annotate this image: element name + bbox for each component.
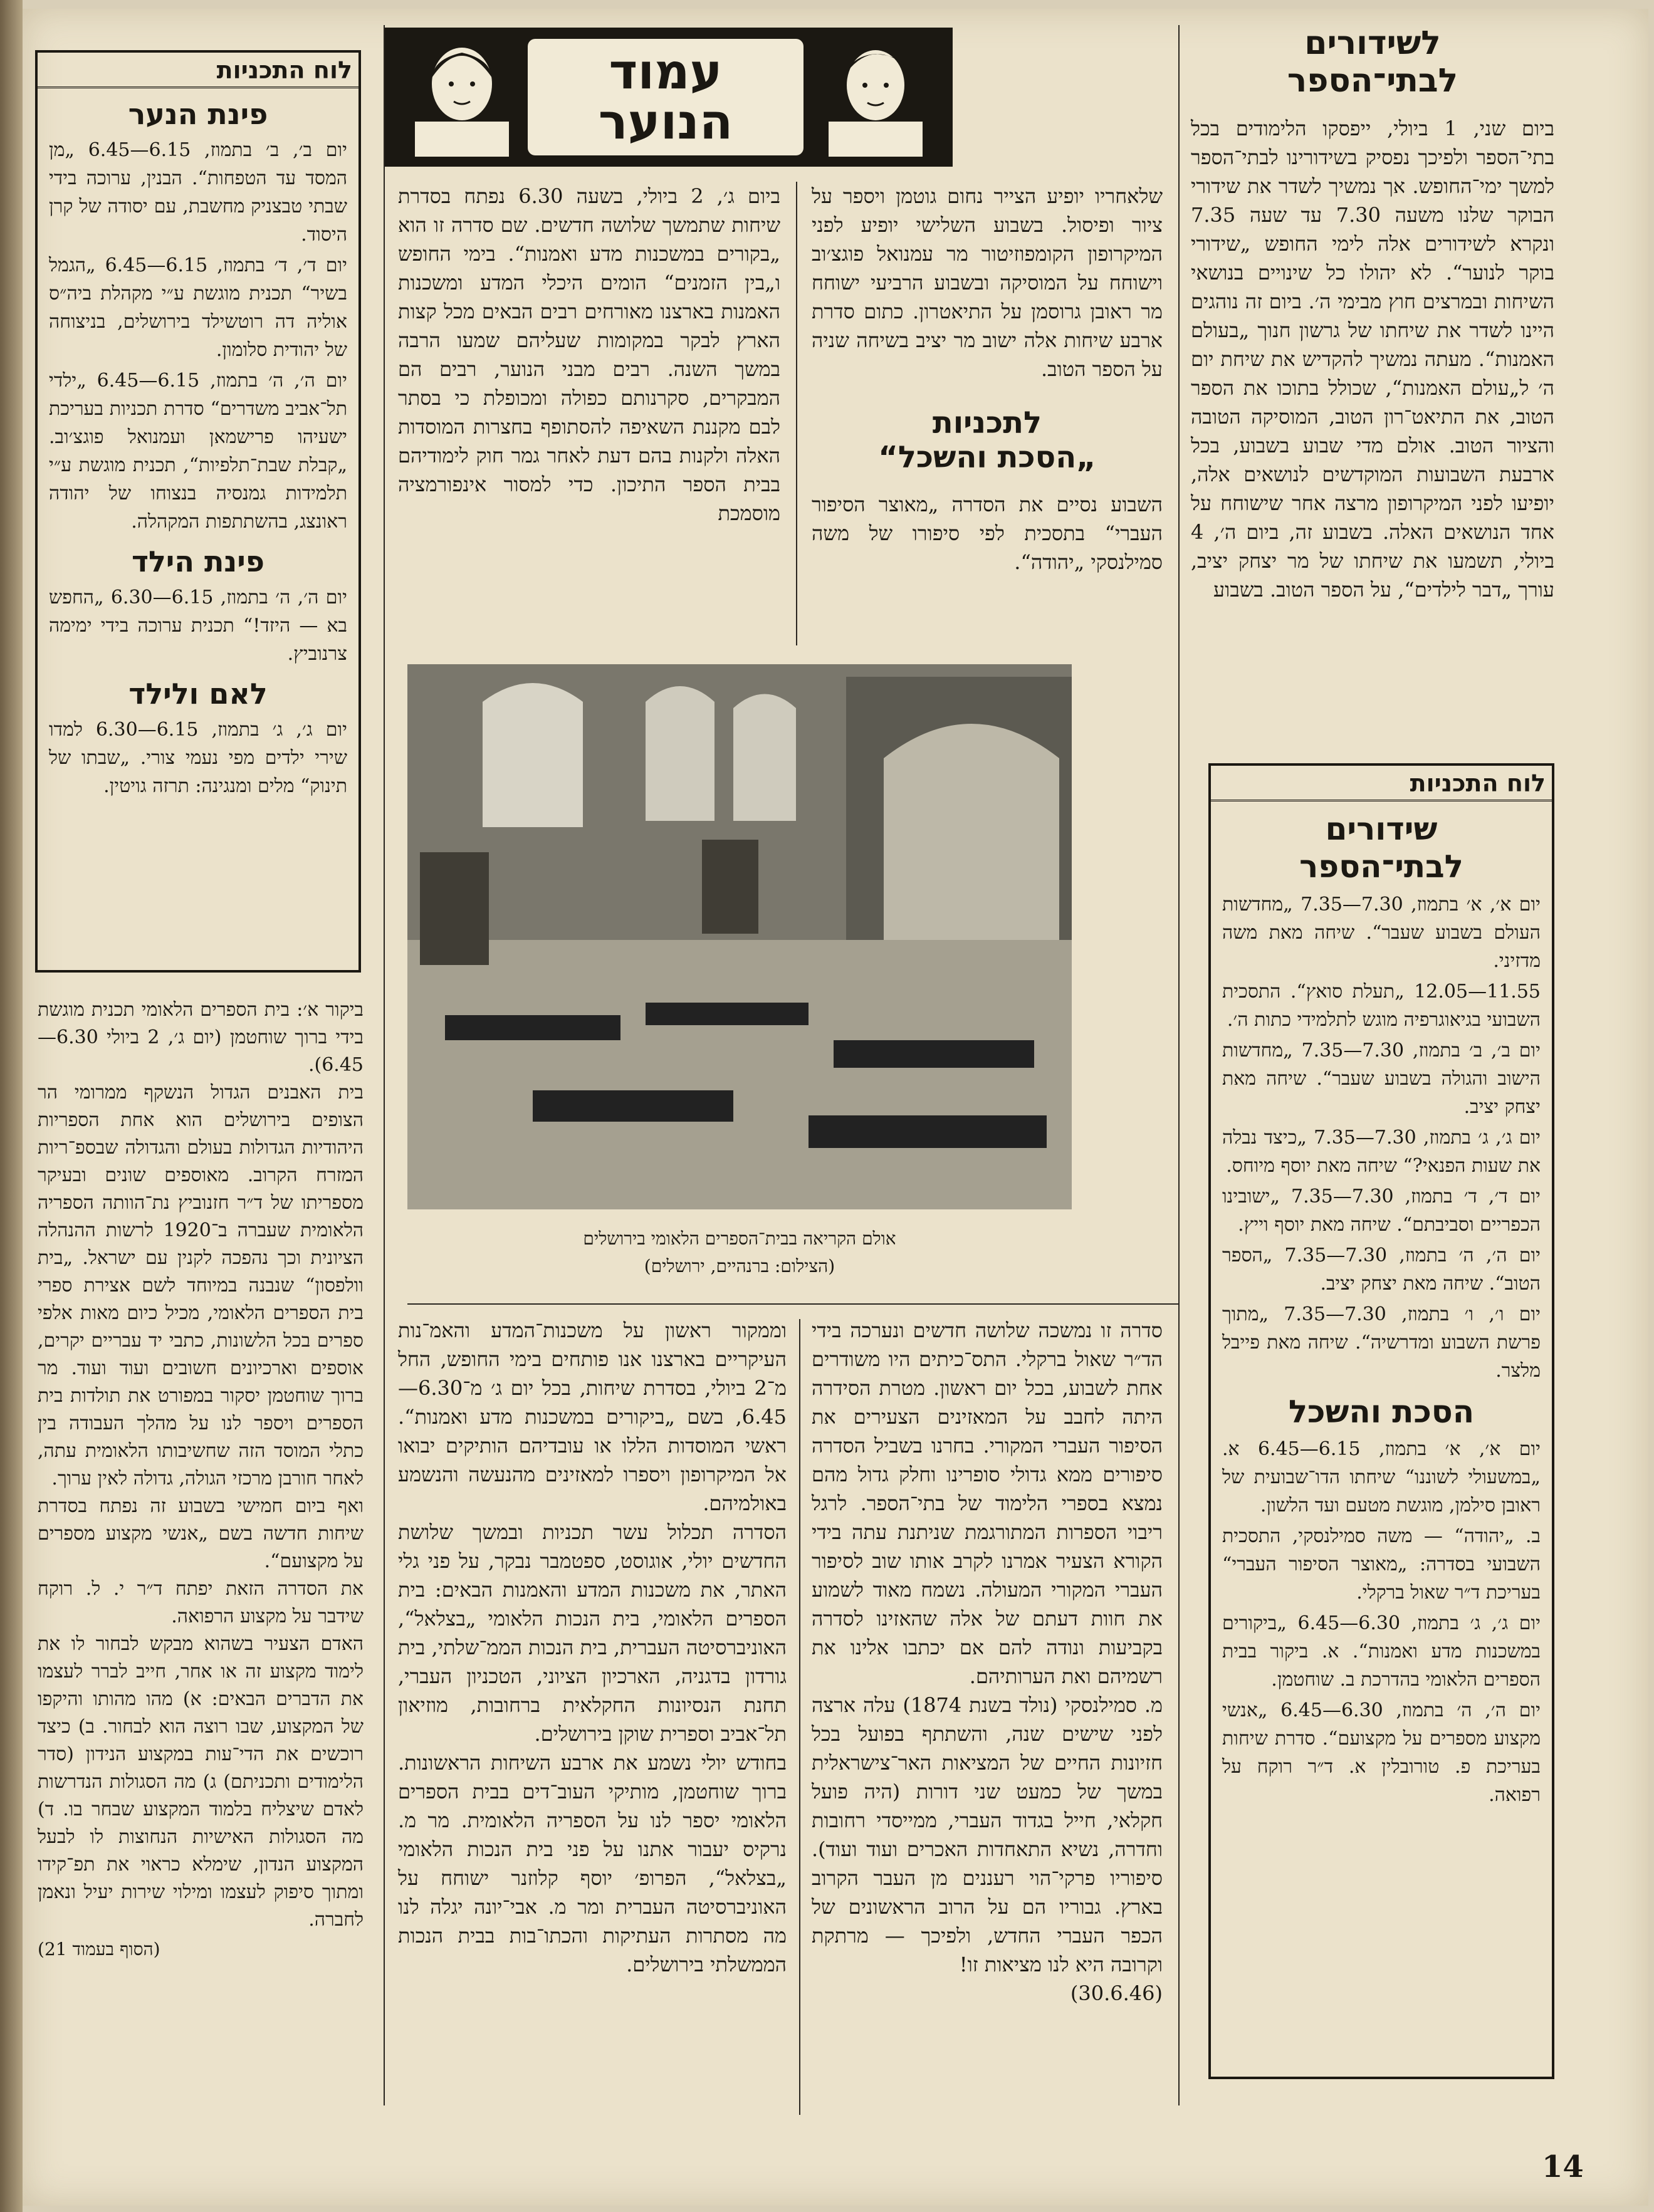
schedule-item: יום ד׳, ד׳ בתמוז, 7.30—7.35 „ישובינו הכפריים וסביבתם“. שיחה מאת יוסף וייץ. [1222,1186,1541,1236]
schedule-title-line-1: שידורים [1325,811,1438,847]
center-top-left-text: ביום ג׳, 2 ביולי, בשעה 6.30 נפתח בסדרת שיחות שתמשך שלושה חדשים. שם סדרה זו הוא „בקורים במשכנות מדע ואמנות“. בימי החופש ו„בין הזמנים“ הומים היכלי המדע ומשכנות האמנות בארצנו מאורחים רבים הבאים מכל קצות הארץ לבקר במקומות שעליהם שמעו הרבה במשך השנה. רבים מבני הנוער, רבים הם המבקרים, סקרנותם כפולה ומכופלת כי בסתר לבם מקננת השאיפה להסתופף בחצרות המוסדות האלה ולקנות בהם דעת לאחר גמר חוק לימודיהם בבית הספר התיכון. כדי למסור אינפורמציה מוסמכת [398,184,781,525]
schedule-items [1211,890,1552,1385]
schedule-items-2 [1211,1435,1552,1809]
subhead-line-1: לתכניות [932,405,1042,441]
book-spine [0,0,23,2212]
page-number: 14 [1542,2149,1584,2184]
schedule-box-left [35,50,361,973]
left-box-section-youth: פינת הנער [128,97,268,131]
left-schedule-item: יום ד׳, ד׳ בתמוז, 6.15—6.45 „הגמל בשיר“ תכנית מוגשת ע״י מקהלת ביה״ס אוליה דה רוטשילד בירושלים, בניצוחה של יהודית סלומון. [49,254,347,361]
right-article-paragraph: ביום שני, 1 ביולי, ייפסקו הלימודים בכל בתי־הספר ולפיכך נפסיק בשידורינו לבתי־הספר למשך ימי־החופש. אך נמשיך לשדר את שידורי הבוקר שלנו משעה 7.30 עד שעה 7.35 ונקרא לשידורים אלה לימי החופש „שידורי בוקר לנוער“. לא יהולו כל שינויים בנושאי השיחות ובמרצים חוץ מבימי ה׳. ביום זה נוהגים היינו לשדר את שיחתו של גרשון חנוך „בעולם האמנות“. מעתה נמשיך להקדיש את שיחת יום ה׳ ל„עולם האמנות“, שכולל בתוכו את הספר הטוב, את התיאט־רון הטוב, המוסיקה הטובה והציור הטוב. אולם מדי שבוע בשבוע, בכל ארבעת השבועות המוקדשים לנושאים אלה, יופיעו לפני המיקרופון מרצה אחר שישוחח על אחד הנושאים האלה. בשבוע זה, ביום ה׳, 4 ביולי, תשמעו את שיחתו של מר יצחק יציב, עורך „דבר לילדים“, על הספר הטוב. בשבוע [1191,116,1555,602]
schedule-item: יום א׳, א׳ בתמוז, 6.15—6.45 א. „במשעולי לשוננו“ שיחתו הדו־שבועית של ראובן סילמן, מוגשת מטעם ועד הלשון. [1222,1438,1541,1516]
center-bottom-right-column [812,1316,1163,2008]
schedule-item: יום א׳, א׳ בתמוז, 7.30—7.35 „מחדשות העולם בשבוע שעבר“. שיחה מאת משה מדזיני. [1222,894,1541,972]
right-headline-line-2: לבתי־הספר [1287,61,1458,100]
continued-note: (הסוף בעמוד 21) [38,1939,160,1959]
masthead-line-1: עמוד [609,44,723,100]
photo-caption [407,1225,1072,1280]
schedule-item: יום ה׳, ה׳ בתמוז, 6.30—6.45 „אנשי מקצוע מספרים על מקצועם“. סדרת שיחות בעריכת פ. טורובלין א. ד״ר רוקח על רפואה. [1222,1699,1541,1806]
caption-line-2: (הצילום: ברנהיים, ירושלים) [644,1256,835,1276]
reading-hall-photo [407,664,1072,1209]
schedule-item: יום ג׳, ג׳ בתמוז, 7.30—7.35 „כיצד נבלה את שעות הפנאי?“ שיחה מאת יוסף מיוחס. [1222,1127,1541,1177]
right-column [1191,25,1554,608]
right-article-body [1191,114,1554,604]
schedule-item: 11.55—12.05 „תעלת סואץ“. התסכית השבועי בגיאוגרפיה מוגש לתלמידי כתות ה׳. [1222,981,1541,1031]
left-box-section-mother: לאם ולילד [128,677,268,711]
left-column-text: ביקור א׳: בית הספרים הלאומי תכנית מוגשת בידי ברוך שוחטמן (יום ג׳, 2 ביולי 6.30—6.45). בית האבנים הגדול הנשקף ממרומי הר הצופים בירושלים הוא אחת הספריות היהודיות הגדולות בעולם והגדולה שבספ־ריות המזרח הקרוב. מאוספים שונים ובעיקר מספריתו של ד״ר חזנוביץ נת־הוותה הספריה הלאומית שעברה ב־1920 לרשות ההנהלה הציונית וכך נהפכה לקנין עם ישראל. „בית וולפסון“ שנבנה במיוחד לשם אצירת ספרי בית הספרים הלאומי, מכיל כיום מאות אלפי ספרים בכל הלשונות, כתבי יד עבריים יקרים, אוספים וארכיונים חשובים ועוד ועוד. מר ברוך שוחטמן יסקור במפורט את תולדות בית הספרים ויספר לנו על מהלך העבודה בין כתלי המוסד הזה שחשיבותו הלאומית עתה, לאחר חורבן מרכזי הגולה, גדולה לאין ערוך. ואף ביום חמישי בשבוע זה נפתח בסדרת שיחות חדשה בשם „אנשי מקצוע מספרים על מקצועם“. את הסדרה הזאת יפתח ד״ר י. ל. רוקח שידבר על מקצוע הרפואה. האדם הצעיר בשהוא מבקש לבחור לו את לימוד מקצוע זה או אחר, חייב לברר לעצמו את הדברים הבאים: א) מהו מהותו והיקפו של המקצוע, שבו רוצה הוא לבחור. ב) כיצד רוכשים את הדי־עות במקצוע הנידון (סדר הלימודים ותכניתם) ג) מה הסגולות הנדרשות לאדם שיצליח בלמוד המקצוע שבחר בו. ד) מה הסגולות האישיות הנחוצות לו לבעל המקצוע הנדון, שימלא כראוי את תפ־קידו ומתוך סיפוק לעצמו ומילוי שירות יעיל ונאמן לחברה. [38,999,364,1931]
center-top-right-text-2: השבוע נסיים את הסדרה „מאוצר הסיפור העברי“ בתסכית לפי סיפורו של משה סמילנסקי „יהודה“. [812,493,1163,575]
left-box-header: לוח התכניות [38,53,359,88]
masthead [384,28,953,167]
column-rule [799,1319,800,2115]
right-headline-line-1: לשידורים [1304,24,1441,62]
center-top-right-column [812,182,1163,576]
schedule-box-right [1208,763,1554,2079]
schedule-item: יום ה׳, ה׳ בתמוז, 7.30—7.35 „הספר הטוב“. שיחה מאת יצחק יציב. [1222,1244,1541,1295]
center-top-right-text: שלאחריו יופיע הצייר נחום גוטמן ויספר על ציור ופיסול. בשבוע השלישי יופיע לפני המיקרופון הקומפוזיטור מר עמנואל פוגצ׳וב וישוחח על המוסיקה ובשבוע הרביעי ישוחח מר ראובן גרוסמן על התיאטרון. כתום סדרת ארבע שיחות אלה ישוב מר יציב בשיחה שניה על הספר הטוב. [812,184,1163,381]
caption-line-1: אולם הקריאה בבית־הספרים הלאומי בירושלים [583,1228,896,1249]
reading-hall-illustration [407,664,1072,1209]
column-rule [1178,25,1180,2105]
masthead-title [528,39,803,155]
column-rule [796,182,797,645]
center-bottom-left-column [398,1316,787,1979]
subhead-line-2: „הסכת והשכל“ [878,440,1096,476]
left-box-items-3 [38,716,359,800]
center-bottom-right-text: סדרה זו נמשכה שלושה חדשים ונערכה בידי הד״ר שאול ברקלי. התס־כיתים היו משודרים אחת לשבוע, בכל יום ראשון. מטרת הסידרה היתה לחבב על המאזינים הצעירים את הסיפור העברי המקורי. בחרנו בשביל הסדרה סיפורים ממא גדולי סופרינו וחלק גדול מהם נמצא בספרי הלימוד של בתי־הספר. לרגל ריבוי הספרות המתורגמת שניתנת עתה בידי הקורא הצעיר אמרנו לקרב אותו שוב לסיפור העברי המקורי המעולה. נשמח מאוד לשמוע את חוות דעתם של אלה שהאזינו לסדרה בקביעות ונודה להם אם יכתבו אלינו את רשמיהם ואת הערותיהם. מ. סמילנסקי (נולד בשנת 1874) עלה ארצה לפני שישים שנה, והשתתף בפועל בכל חזיונות החיים של המציאות האר־צישראלית במשך של כמעט שני דורות (היה פועל חקלאי, חייל בגדוד העברי, ממייסדי רחובות וחדרה, נשיא התאחדות האכרים ועוד ועוד). סיפוריו פרקי־הוי רעננים מן העבר הקרוב בארץ. גבוריו הם על הרוב הראשונים של הכפר העברי החדש, ולפיכך — מרתקת וקרובה היא לנו מציאות זו! (30.6.46) [812,1318,1163,2005]
row-rule [407,1303,1178,1305]
masthead-line-2: הנוער [598,94,733,150]
left-column [38,996,364,1960]
schedule-item: יום ו׳, ו׳ בתמוז, 7.30—7.35 „מתוך פרשת השבוע ומדרשיה“. שיחה מאת פייבל מלצר. [1222,1303,1541,1382]
left-box-items-1 [38,136,359,536]
girl-reading-illustration [409,40,515,159]
left-box-items-2 [38,583,359,668]
center-top-left-column [398,182,780,528]
left-schedule-item: יום ה׳, ה׳ בתמוז, 6.15—6.45 „ילדי תל־אביב משדרים“ סדרת תכניות בעריכת ישעיהו פרישמאן ועמנואל פוגצ׳וב. „קבלת שבת־תלפיות“, תכנית מוגשת ע״י תלמידות גמנסיה בנצוחו של יהודה ראונצג, בהשתתפות המקהלה. [49,370,347,533]
subhead-haskat [812,406,1163,475]
schedule-box-header: לוח התכניות [1211,766,1552,801]
right-headline [1191,25,1554,100]
schedule-box-title [1211,810,1552,885]
schedule-item: יום ג׳, ג׳ בתמוז, 6.30—6.45 „ביקורים במשכנות מדע ואמנות“. א. ביקור בבית הספרים הלאומי בהדרכת ב. שוחטמן. [1222,1612,1541,1691]
left-schedule-item: יום ה׳, ה׳ בתמוז, 6.15—6.30 „החפש בא — היזד!“ תכנית ערוכה בידי ימימה צרנוביץ. [49,587,348,665]
left-schedule-item: יום ב׳, ב׳ בתמוז, 6.15—6.45 „מן המסד עד הטפחות“. הבנין, ערוכה בידי שבתי טבצניק מחשבת, עם יסודה של קרן היסוד. [49,139,347,246]
boy-reading-illustration [822,40,929,159]
column-rule [384,25,385,2105]
schedule-item: יום ב׳, ב׳ בתמוז, 7.30—7.35 „מחדשות הישוב והגולה בשבוע שעבר“. שיחה מאת יצחק יציב. [1222,1040,1541,1118]
schedule-title-line-2: לבתי־הספר [1299,848,1463,885]
center-bottom-left-text: וממקור ראשון על משכנות־המדע והאמ־נות העיקריים בארצנו אנו פותחים בימי החופש, החל מ־2 ביולי, בסדרת שיחות, בכל יום ג׳ מ־6.30—6.45, בשם „ביקורים במשכנות מדע ואמנות“. ראשי המוסדות הללו או עובדיהם הותיקים יבואו אל המיקרופון ויספרו למאזינים מהנעשה והנשמע באולמיהם. הסדרה תכלול עשר תכניות ובמשך שלושת החדשים יולי, אוגוסט, ספטמבר נבקר, על פני גלי האתר, את משכנות המדע והאמנות הבאים: בית הספרים הלאומי, בית הנכות הלאומי „בצלאל“, האוניברסיטה העברית, בית הנכות הממ־שלתי, בית גורדון בדגניה, הארכיון הציוני, הטכניון העברי, תחנת הנסיונות החקלאית ברחובות, מוזיאון תל־אביב וספרית שוקן בירושלים. בחודש יולי נשמע את ארבע השיחות הראשונות. ברוך שוחטמן, מותיקי העוב־דים בבית הספרים הלאומי יספר לנו על הספריה הלאומית. מר מ. נרקיס יעבור אתנו על פני בית הנכות הלאומי „בצלאל“, הפרופ׳ יוסף קלוזנר ישוחח על האוניברסיטה העברית ומר מ. אבי־יונה יגלה לנו מה מסתרות העתיקות והכתו־בות בבית הנכות הממשלתי בירושלים. [398,1318,787,1976]
left-box-section-child: פינת הילד [131,545,265,578]
schedule-item: ב. „יהודה“ — משה סמילנסקי, התסכית השבועי בסדרה: „מאוצר הסיפור העברי“ בעריכת ד״ר שאול ברקלי. [1222,1525,1541,1604]
left-schedule-item: יום ג׳, ג׳ בתמוז, 6.15—6.30 למדו שירי ילדים מפי נעמי צורי. „שבתו של תינוק“ מלים ומנגינה: תרזה גויטין. [49,719,347,797]
schedule-box-subtitle: הסכת והשכל [1288,1394,1475,1430]
